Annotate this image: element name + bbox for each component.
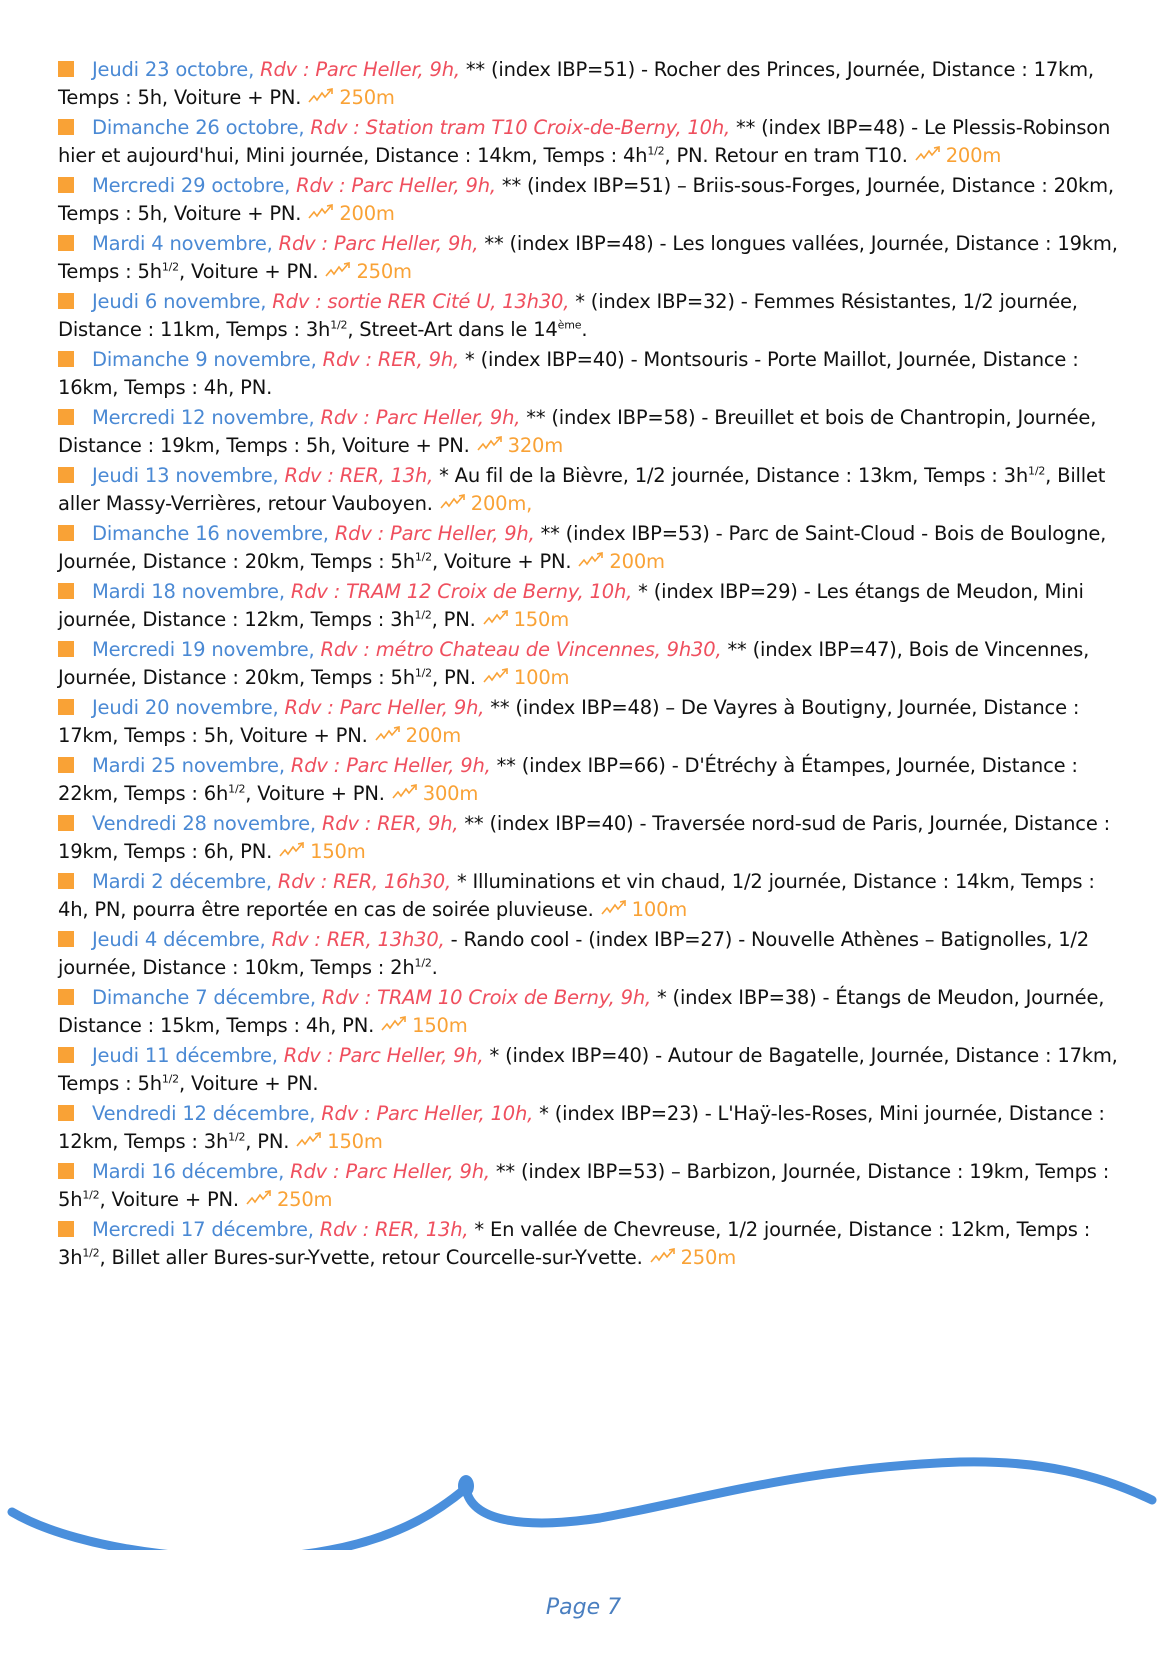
entry-meeting-point: Rdv : Parc Heller, 9h, xyxy=(284,696,485,719)
elevation-trend-icon xyxy=(649,1247,677,1265)
entry-description: * (index IBP=23) - L'Haÿ-les-Roses, Mini journée, Distance : 12km, Temps : $3h^{1/2}$, PN. xyxy=(58,1102,1105,1153)
entry-elevation: 200m xyxy=(945,144,1002,167)
elevation-trend-icon xyxy=(482,609,510,627)
bullet-square-icon xyxy=(58,583,74,599)
entry-meeting-point: Rdv : sortie RER Cité U, 13h30, xyxy=(272,290,570,313)
entry-description: * Au fil de la Bièvre, 1/2 journée, Distance : 13km, Temps : $3h^{1/2}$, Billet aller Massy-Verrières, retour Vauboyen. xyxy=(58,464,1106,515)
entry-elevation: 200m, xyxy=(470,492,533,515)
elevation-trend-icon xyxy=(245,1189,273,1207)
bullet-square-icon xyxy=(58,525,74,541)
hike-entry xyxy=(58,230,1118,286)
hike-entry xyxy=(58,636,1118,692)
hike-entry xyxy=(58,520,1118,576)
entry-date: Vendredi 28 novembre, xyxy=(92,812,316,835)
entry-elevation: 200m xyxy=(609,550,665,573)
entry-description: ** (index IBP=47), Bois de Vincennes, Journée, Distance : 20km, Temps : $5h^{1/2}$, PN. xyxy=(58,638,1090,689)
elevation-trend-icon xyxy=(391,783,419,801)
entry-description: ** (index IBP=40) - Traversée nord-sud de Paris, Journée, Distance : 19km, Temps : 6h, PN. xyxy=(58,812,1110,863)
entry-date: Jeudi 23 octobre, xyxy=(92,58,255,81)
bullet-square-icon xyxy=(58,873,74,889)
entry-description: * En vallée de Chevreuse, 1/2 journée, Distance : 12km, Temps : $3h^{1/2}$, Billet aller Bures-sur-Yvette, retour Courcelle-sur-Yvette. xyxy=(58,1218,1091,1269)
entry-description: ** (index IBP=48) - Les longues vallées, Journée, Distance : 19km, Temps : $5h^{1/2}$, Voiture + PN. xyxy=(58,232,1118,283)
elevation-trend-icon xyxy=(482,667,510,685)
entry-description: ** (index IBP=51) - Rocher des Princes, Journée, Distance : 17km, Temps : 5h, Voiture + PN. xyxy=(58,58,1094,109)
entry-meeting-point: Rdv : RER, 13h, xyxy=(284,464,434,487)
elevation-trend-icon xyxy=(439,493,467,511)
hike-entry xyxy=(58,868,1118,924)
decorative-swirl xyxy=(0,1440,1167,1550)
elevation-trend-icon xyxy=(380,1015,408,1033)
entry-date: Dimanche 7 décembre, xyxy=(92,986,316,1009)
bullet-square-icon xyxy=(58,177,74,193)
elevation-trend-icon xyxy=(600,899,628,917)
bullet-square-icon xyxy=(58,699,74,715)
entry-date: Dimanche 16 novembre, xyxy=(92,522,329,545)
entry-description: * (index IBP=40) - Autour de Bagatelle, Journée, Distance : 17km, Temps : $5h^{1/2}$, Voiture + PN. xyxy=(58,1044,1118,1095)
entry-meeting-point: Rdv : Parc Heller, 9h, xyxy=(296,174,496,197)
hike-entry xyxy=(58,752,1118,808)
entry-meeting-point: Rdv : RER, 13h, xyxy=(319,1218,469,1241)
hike-entry xyxy=(58,346,1118,402)
entry-description: ** (index IBP=53) - Parc de Saint-Cloud - Bois de Boulogne, Journée, Distance : 20km, Temps : $5h^{1/2}$, Voiture + PN. xyxy=(58,522,1107,573)
entry-elevation: 100m xyxy=(631,898,688,921)
elevation-trend-icon xyxy=(278,841,306,859)
entry-description: * Illuminations et vin chaud, 1/2 journée, Distance : 14km, Temps : 4h, PN, pourra être reportée en cas de soirée pluvieuse. xyxy=(58,870,1095,921)
entry-meeting-point: Rdv : Parc Heller, 9h, xyxy=(260,58,460,81)
hike-entry xyxy=(58,462,1118,518)
entry-elevation: 150m xyxy=(310,840,366,863)
entry-date: Jeudi 20 novembre, xyxy=(92,696,279,719)
entry-meeting-point: Rdv : Station tram T10 Croix-de-Berny, 10h, xyxy=(310,116,731,139)
entry-date: Mercredi 12 novembre, xyxy=(92,406,315,429)
entry-date: Mardi 16 décembre, xyxy=(92,1160,285,1183)
entry-date: Vendredi 12 décembre, xyxy=(92,1102,316,1125)
entry-description: * (index IBP=32) - Femmes Résistantes, 1/2 journée, Distance : 11km, Temps : $3h^{1/2}$, Street-Art dans le 14ème. xyxy=(58,290,1078,341)
entry-elevation: 250m xyxy=(356,260,412,283)
entry-date: Jeudi 13 novembre, xyxy=(92,464,279,487)
entry-date: Jeudi 4 décembre, xyxy=(92,928,266,951)
entry-elevation: 100m xyxy=(513,666,570,689)
entry-date: Jeudi 11 décembre, xyxy=(92,1044,278,1067)
entry-elevation: 300m xyxy=(422,782,479,805)
bullet-square-icon xyxy=(58,351,74,367)
elevation-trend-icon xyxy=(324,261,352,279)
entry-date: Mardi 18 novembre, xyxy=(92,580,285,603)
bullet-square-icon xyxy=(58,293,74,309)
hike-entry xyxy=(58,56,1118,112)
bullet-square-icon xyxy=(58,1105,74,1121)
entry-description: ** (index IBP=48) – De Vayres à Boutigny, Journée, Distance : 17km, Temps : 5h, Voiture + PN. xyxy=(58,696,1080,747)
entry-meeting-point: Rdv : RER, 13h30, xyxy=(271,928,445,951)
hike-entry xyxy=(58,404,1118,460)
elevation-trend-icon xyxy=(476,435,504,453)
entry-meeting-point: Rdv : TRAM 12 Croix de Berny, 10h, xyxy=(290,580,633,603)
hike-entry xyxy=(58,1042,1118,1098)
entry-elevation: 150m xyxy=(327,1130,383,1153)
entry-meeting-point: Rdv : Parc Heller, 10h, xyxy=(321,1102,534,1125)
entry-meeting-point: Rdv : RER, 9h, xyxy=(321,812,459,835)
entry-meeting-point: Rdv : Parc Heller, 9h, xyxy=(320,406,521,429)
entry-elevation: 150m xyxy=(412,1014,468,1037)
entry-meeting-point: Rdv : RER, 9h, xyxy=(322,348,460,371)
entry-elevation: 250m xyxy=(339,86,395,109)
entry-description: ** (index IBP=53) – Barbizon, Journée, Distance : 19km, Temps : $5h^{1/2}$, Voiture + PN. xyxy=(58,1160,1110,1211)
entry-elevation: 150m xyxy=(513,608,570,631)
elevation-trend-icon xyxy=(307,203,335,221)
hike-entry xyxy=(58,172,1118,228)
hike-entry xyxy=(58,1100,1118,1156)
entry-description: * (index IBP=40) - Montsouris - Porte Maillot, Journée, Distance : 16km, Temps : 4h, PN. xyxy=(58,348,1079,399)
bullet-square-icon xyxy=(58,815,74,831)
entry-meeting-point: Rdv : RER, 16h30, xyxy=(277,870,451,893)
entry-description: * (index IBP=38) - Étangs de Meudon, Journée, Distance : 15km, Temps : 4h, PN. xyxy=(58,986,1105,1037)
hike-entry xyxy=(58,578,1118,634)
entry-meeting-point: Rdv : Parc Heller, 9h, xyxy=(334,522,535,545)
elevation-trend-icon xyxy=(914,145,942,163)
entry-meeting-point: Rdv : Parc Heller, 9h, xyxy=(278,232,479,255)
entry-date: Jeudi 6 novembre, xyxy=(92,290,267,313)
bullet-square-icon xyxy=(58,641,74,657)
bullet-square-icon xyxy=(58,1047,74,1063)
bullet-square-icon xyxy=(58,757,74,773)
bullet-square-icon xyxy=(58,119,74,135)
entry-elevation: 250m xyxy=(276,1188,333,1211)
hike-entry xyxy=(58,288,1118,344)
entry-date: Mardi 4 novembre, xyxy=(92,232,273,255)
entry-description: ** (index IBP=58) - Breuillet et bois de Chantropin, Journée, Distance : 19km, Temps : 5h, Voiture + PN. xyxy=(58,406,1097,457)
bullet-square-icon xyxy=(58,931,74,947)
entry-elevation: 250m xyxy=(680,1246,736,1269)
entry-description: - Rando cool - (index IBP=27) - Nouvelle Athènes – Batignolles, 1/2 journée, Distance : 10km, Temps : $2h^{1/2}$. xyxy=(58,928,1089,979)
elevation-trend-icon xyxy=(374,725,402,743)
entry-meeting-point: Rdv : Parc Heller, 9h, xyxy=(290,1160,490,1183)
entry-meeting-point: Rdv : Parc Heller, 9h, xyxy=(283,1044,484,1067)
entry-elevation: 200m xyxy=(339,202,395,225)
entry-date: Mercredi 19 novembre, xyxy=(92,638,315,661)
entry-date: Mercredi 17 décembre, xyxy=(92,1218,314,1241)
bullet-square-icon xyxy=(58,235,74,251)
hike-entry xyxy=(58,810,1118,866)
entry-date: Mardi 25 novembre, xyxy=(92,754,285,777)
entry-meeting-point: Rdv : TRAM 10 Croix de Berny, 9h, xyxy=(321,986,651,1009)
entry-date: Dimanche 9 novembre, xyxy=(92,348,317,371)
entry-meeting-point: Rdv : métro Chateau de Vincennes, 9h30, xyxy=(320,638,722,661)
bullet-square-icon xyxy=(58,1221,74,1237)
hike-entry xyxy=(58,926,1118,982)
entry-description: ** (index IBP=48) - Le Plessis-Robinson hier et aujourd'hui, Mini journée, Distance : 14km, Temps : $4h^{1/2}$, PN. Retour en tram T10. xyxy=(58,116,1111,167)
entry-elevation: 200m xyxy=(405,724,462,747)
entry-elevation: 320m xyxy=(507,434,564,457)
elevation-trend-icon xyxy=(577,551,605,569)
entry-meeting-point: Rdv : Parc Heller, 9h, xyxy=(290,754,491,777)
hike-entry xyxy=(58,694,1118,750)
entry-description: * (index IBP=29) - Les étangs de Meudon, Mini journée, Distance : 12km, Temps : $3h^{1/2}$, PN. xyxy=(58,580,1084,631)
entry-date: Dimanche 26 octobre, xyxy=(92,116,305,139)
page-number: Page 7 xyxy=(545,1595,622,1620)
hike-schedule-list xyxy=(58,56,1118,1274)
hike-entry xyxy=(58,114,1118,170)
bullet-square-icon xyxy=(58,989,74,1005)
bullet-square-icon xyxy=(58,61,74,77)
entry-date: Mercredi 29 octobre, xyxy=(92,174,291,197)
entry-description: ** (index IBP=51) – Briis-sous-Forges, Journée, Distance : 20km, Temps : 5h, Voiture + PN. xyxy=(58,174,1114,225)
hike-entry xyxy=(58,1216,1118,1272)
bullet-square-icon xyxy=(58,409,74,425)
hike-entry xyxy=(58,984,1118,1040)
hike-entry xyxy=(58,1158,1118,1214)
elevation-trend-icon xyxy=(307,87,335,105)
entry-description: ** (index IBP=66) - D'Étréchy à Étampes, Journée, Distance : 22km, Temps : $6h^{1/2}$, Voiture + PN. xyxy=(58,754,1078,805)
bullet-square-icon xyxy=(58,1163,74,1179)
bullet-square-icon xyxy=(58,467,74,483)
elevation-trend-icon xyxy=(295,1131,323,1149)
entry-date: Mardi 2 décembre, xyxy=(92,870,272,893)
